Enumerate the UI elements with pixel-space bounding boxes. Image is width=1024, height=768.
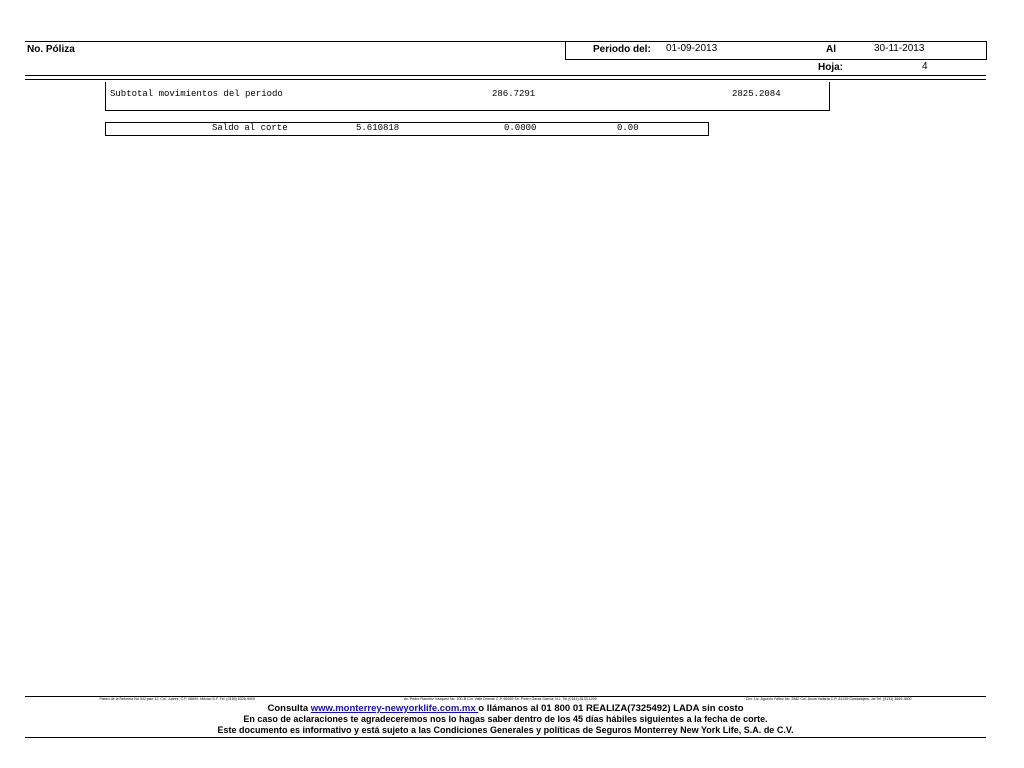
policy-number-label: No. Póliza bbox=[27, 44, 75, 55]
footer-consult-suffix: o llámanos al 01 800 01 REALIZA(7325492) LADA sin costo bbox=[478, 703, 744, 714]
footer-clarifications-line: En caso de aclaraciones te agradeceremos nos lo hagas saber dentro de los 45 días hábiles siguientes a la fecha de corte. bbox=[243, 714, 768, 724]
subtotal-value-units: 286.7291 bbox=[492, 89, 536, 99]
footer-address-mexico: Paseo de la Reforma No 342 piso 12, Col. Juárez, C.P. 06600, México D.F. Tel. (0155) 5328-9000 bbox=[99, 697, 255, 701]
period-from-label: Periodo del: bbox=[593, 44, 651, 55]
header-double-rule-bottom bbox=[25, 79, 986, 80]
page-row-rule bbox=[565, 59, 985, 60]
page-number: 4 bbox=[922, 61, 928, 72]
footer-addresses bbox=[25, 697, 986, 702]
header-double-rule-top bbox=[25, 75, 986, 76]
footer-disclaimer-line: Este documento es informativo y está sujeto a las Condiciones Generales y políticas de Seguros Monterrey New York Life, S.A. de C.V. bbox=[217, 725, 794, 735]
period-end-date: 30-11-2013 bbox=[874, 43, 925, 54]
balance-value-1: 5.610818 bbox=[356, 123, 400, 133]
footer-address-monterrey: Av. Pedro Ramírez Vázquez No. 200-B Col. Valle Oriente C.P. 66269 Sn. Pedro Garza García, N.L. Tel.(0181) 8133-1200 bbox=[403, 697, 597, 701]
balance-value-3: 0.00 bbox=[617, 123, 639, 133]
subtotal-label: Subtotal movimientos del periodo bbox=[110, 89, 283, 99]
footer-bottom-rule bbox=[25, 737, 986, 738]
page-label: Hoja: bbox=[818, 62, 843, 73]
website-link[interactable]: www.monterrey-newyorklife.com.mx bbox=[310, 703, 479, 714]
footer-address-guadalajara: Circ. Lic. Agustín Yáñez No. 2582 Col. Arcos Vallarta C.P. 44130 Guadalajara, Jal Tel. (0133) 3669-3600 bbox=[745, 697, 912, 701]
balance-label: Saldo al corte bbox=[212, 123, 288, 133]
subtotal-value-amount: 2825.2084 bbox=[732, 89, 781, 99]
period-to-label: Al bbox=[826, 44, 836, 55]
balance-value-2: 0.0000 bbox=[504, 123, 537, 133]
period-start-date: 01-09-2013 bbox=[666, 43, 718, 54]
footer-consult-prefix: Consulta bbox=[267, 703, 311, 714]
